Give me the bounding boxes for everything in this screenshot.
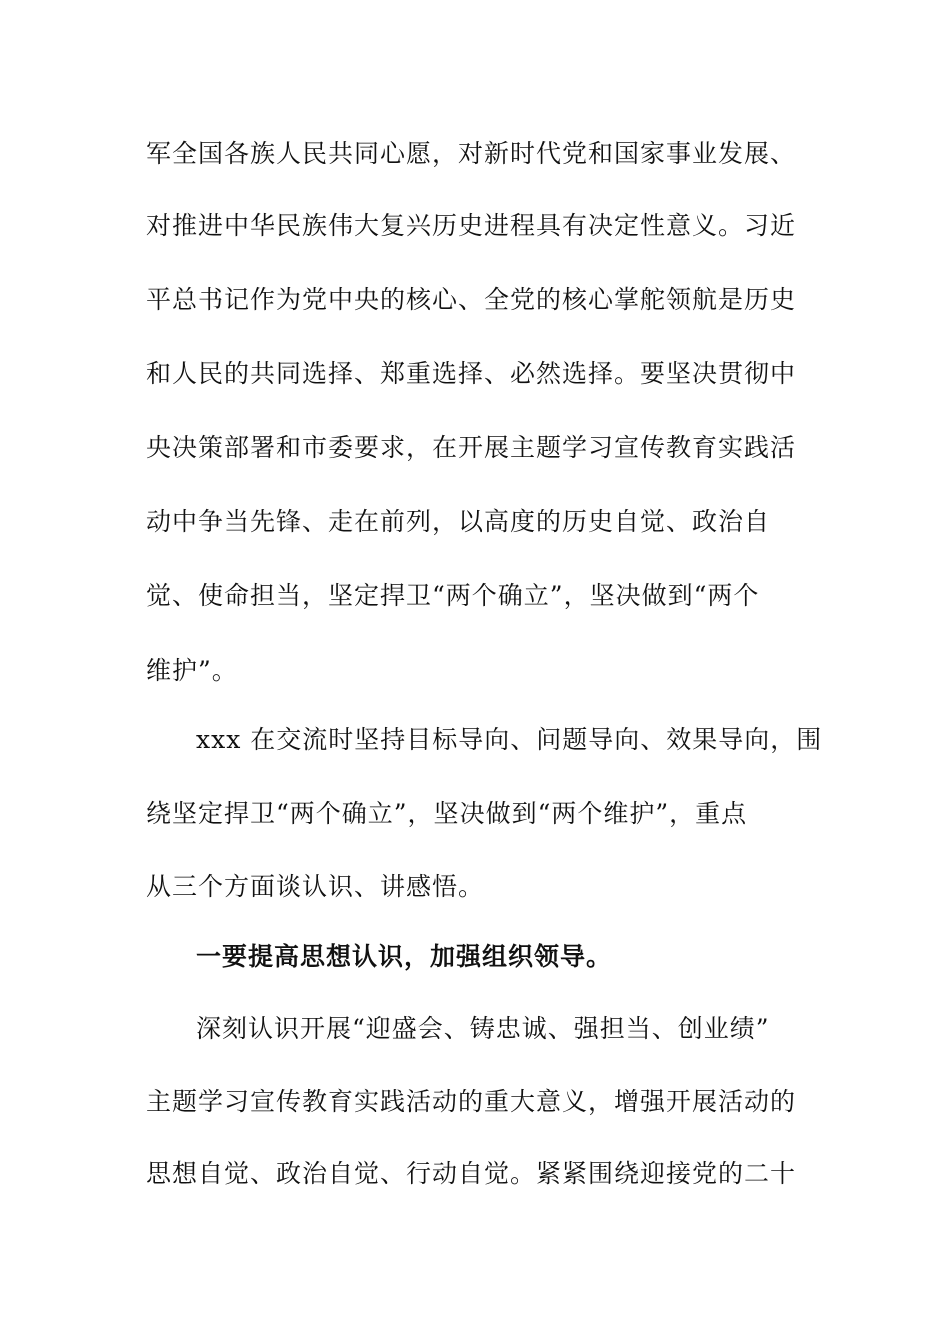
text-line-1: 军全国各族人民共同心愿，对新时代党和国家事业发展、 bbox=[146, 139, 797, 168]
text-line-3: 平总书记作为党中央的核心、全党的核心掌舵领航是历史 bbox=[146, 285, 797, 314]
text-line-7: 觉、使命担当，坚定捍卫“两个确立”，坚决做到“两个 bbox=[146, 581, 760, 610]
paragraph-start-line-2: 深刻认识开展“迎盛会、铸忠诚、强担当、创业绩” bbox=[196, 1014, 770, 1043]
section-heading: 一要提高思想认识，加强组织领导。 bbox=[196, 942, 613, 971]
text-line-6: 动中争当先锋、走在前列，以高度的历史自觉、政治自 bbox=[146, 507, 771, 536]
text-line-2: 对推进中华民族伟大复兴历史进程具有决定性意义。习近 bbox=[146, 211, 797, 240]
text-line-4: 和人民的共同选择、郑重选择、必然选择。要坚决贯彻中 bbox=[146, 359, 797, 388]
text-line-5: 央决策部署和市委要求，在开展主题学习宣传教育实践活 bbox=[146, 433, 797, 462]
text-line-14: 主题学习宣传教育实践活动的重大意义，增强开展活动的 bbox=[146, 1087, 797, 1116]
paragraph-start-line: xxx 在交流时坚持目标导向、问题导向、效果导向，围 bbox=[196, 725, 823, 754]
text-line-15: 思想自觉、政治自觉、行动自觉。紧紧围绕迎接党的二十 bbox=[146, 1159, 797, 1188]
text-line-10: 绕坚定捍卫“两个确立”，坚决做到“两个维护”，重点 bbox=[146, 799, 748, 828]
text-line-8: 维护”。 bbox=[146, 656, 238, 685]
text-line-11: 从三个方面谈认识、讲感悟。 bbox=[146, 872, 485, 901]
